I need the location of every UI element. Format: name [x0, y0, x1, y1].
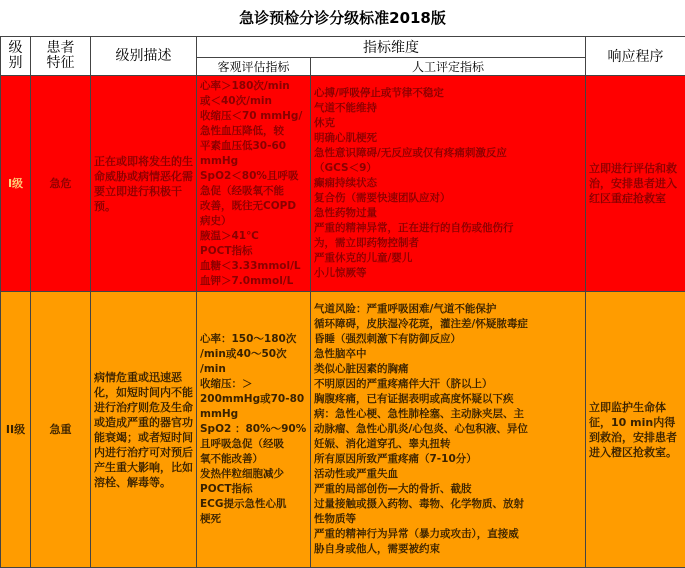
patient-cell: 急重	[31, 292, 91, 568]
manual-cell: 气道风险：严重呼吸困难/气道不能保护 循环障碍，皮肤湿冷花斑，灌注差/怀疑脓毒症 昏睡（强烈刺激下有防御反应） 急性脑卒中 类似心脏因素的胸痛 不明原因的严重疼痛伴大汗（脐以上） 胸腹疼痛，已有证据表明或高度怀疑以下疾 病：急性心梗、急性肺栓塞、主动脉夹层、主 动脉瘤、急性心肌炎/心包炎、心包积液、异位 妊娠、消化道穿孔、睾丸扭转 所有原因所致严重疼痛（7-10分） 活动性或严重失血 严重的局部创伤—大的骨折、截肢 过量接触或摄入药物、毒物、化学物质、放射 性物质等 严重的精神行为异常（暴力或攻击），直接威 胁自身或他人，需要被约束	[311, 292, 586, 568]
header-level: 级 别	[1, 37, 31, 76]
header-patient: 患者 特征	[31, 37, 91, 76]
patient-cell: 急危	[31, 76, 91, 292]
header-objective: 客观评估指标	[197, 58, 311, 76]
table-row-level-2	[1, 292, 685, 568]
level-cell: II级	[1, 292, 31, 568]
triage-table	[0, 36, 685, 568]
level-cell: I级	[1, 76, 31, 292]
objective-cell: 心率＞180次/min 或＜40次/min 收缩压＜70 mmHg/ 急性血压降低，较 平素血压低30-60 mmHg SpO2＜80%且呼吸 急促（经吸氧不能 改善，既往无COPD 病史） 腋温＞41℃ POCT指标 血糖＜3.33mmol/L 血钾＞7.0mmol/L	[197, 76, 311, 292]
header-dimension: 指标维度	[197, 37, 586, 58]
header-response: 响应程序	[586, 37, 685, 76]
response-cell: 立即监护生命体征，10 min内得到救治，安排患者进入橙区抢救室。	[586, 292, 685, 568]
header-manual: 人工评定指标	[311, 58, 586, 76]
description-cell: 正在或即将发生的生命威胁或病情恶化需要立即进行积极干预。	[91, 76, 197, 292]
manual-cell: 心搏/呼吸停止或节律不稳定 气道不能维持 休克 明确心肌梗死 急性意识障碍/无反应或仅有疼痛刺激反应 （GCS＜9） 癫痫持续状态 复合伤（需要快速团队应对） 急性药物过量 严重的精神异常，正在进行的自伤或他伤行 为，需立即药物控制者 严重休克的儿童/婴儿 小儿惊厥等	[311, 76, 586, 292]
table-row-level-1	[1, 76, 685, 292]
page-title: 急诊预检分诊分级标准2018版	[0, 0, 685, 36]
response-cell: 立即进行评估和救治，安排患者进入红区重症抢救室	[586, 76, 685, 292]
description-cell: 病情危重或迅速恶化，如短时间内不能进行治疗则危及生命或造成严重的器官功能衰竭；或者短时间内进行治疗可对预后产生重大影响，比如溶栓、解毒等。	[91, 292, 197, 568]
header-row-1	[1, 37, 685, 58]
header-description: 级别描述	[91, 37, 197, 76]
objective-cell: 心率：150～180次 /min或40～50次 /min 收缩压：＞ 200mmHg或70-80 mmHg SpO2 ：80%～90% 且呼吸急促（经吸 氧不能改善） 发热伴粒细胞减少 POCT指标 ECG提示急性心肌 梗死	[197, 292, 311, 568]
